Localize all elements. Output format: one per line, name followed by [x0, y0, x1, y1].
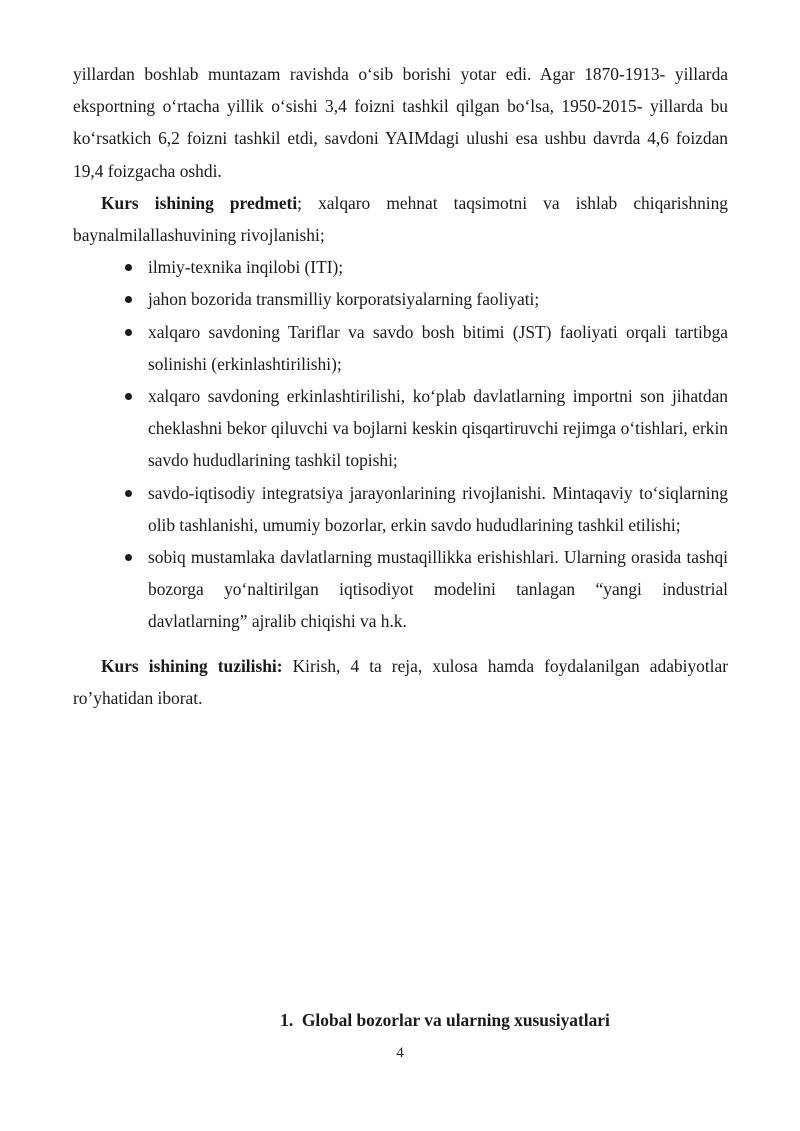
list-item — [73, 251, 728, 283]
list-item-text: sobiq mustamlaka davlatlarning mustaqillikka erishishlari. Ularning orasida tashqi bozorga yo‘naltirilgan iqtisodiyot modelini tanlagan “yangi industrial davlatlarning” ajralib chiqishi va h.k. — [148, 547, 728, 632]
structure-paragraph — [73, 650, 728, 714]
subject-paragraph — [73, 187, 728, 251]
list-item-text: ilmiy-texnika inqilobi (ITI); — [148, 257, 344, 278]
list-item — [73, 316, 728, 380]
subject-text: ; xalqaro mehnat taqsimotni va ishlab chiqarishning baynalmilallashuvining rivojlanishi; — [73, 192, 729, 246]
bullet-icon — [125, 554, 132, 561]
structure-label: Kurs ishining tuzilishi: — [101, 655, 283, 676]
structure-text: Kirish, 4 ta reja, xulosa hamda foydalanilgan adabiyotlar ro’yhatidan iborat. — [73, 655, 729, 708]
list-item — [73, 380, 728, 477]
bullet-icon — [125, 393, 132, 400]
section-heading — [0, 1010, 800, 1031]
list-item — [73, 283, 728, 315]
list-item-text: jahon bozorida transmilliy korporatsiyalarning faoliyati; — [148, 289, 540, 310]
bullet-icon — [125, 490, 132, 497]
list-item-text: xalqaro savdoning erkinlashtirilishi, ko‘plab davlatlarning importni son jihatdan cheklashni bekor qiluvchi va bojlarni keskin qisqartiruvchi rejimga o‘tishlari, erkin savdo hududlarining tashkil topishi; — [148, 386, 728, 471]
bullet-icon — [125, 329, 132, 336]
intro-paragraph: yillardan boshlab muntazam ravishda o‘sib borishi yotar edi. Agar 1870-1913- yillarda eksportning o‘rtacha yillik o‘sishi 3,4 foizni tashkil qilgan bo‘lsa, 1950-2015- yillarda bu ko‘rsatkich 6,2 foizni tashkil etdi, savdoni YAIMdagi ulushi esa ushbu davrda 4,6 foizdan 19,4 foizgacha oshdi. — [73, 64, 728, 181]
section-title: Global bozorlar va ularning xususiyatlari — [301, 1010, 610, 1030]
bullet-icon — [125, 296, 132, 303]
page-number: 4 — [396, 1045, 404, 1061]
list-item-text: savdo-iqtisodiy integratsiya jarayonlarining rivojlanishi. Mintaqaviy to‘siqlarning olib tashlanishi, umumiy bozorlar, erkin savdo hududlarining tashkil etilishi; — [148, 482, 728, 535]
subject-label: Kurs ishining predmeti — [101, 192, 298, 213]
bullet-list — [73, 251, 728, 637]
bullet-icon — [125, 264, 132, 271]
list-item — [73, 541, 728, 638]
list-item — [73, 477, 728, 541]
list-item-text: xalqaro savdoning Tariflar va savdo bosh bitimi (JST) faoliyati orqali tartibga solinishi (erkinlashtirilishi); — [148, 321, 728, 374]
section-number: 1. — [280, 1010, 294, 1030]
document-body — [73, 58, 728, 714]
